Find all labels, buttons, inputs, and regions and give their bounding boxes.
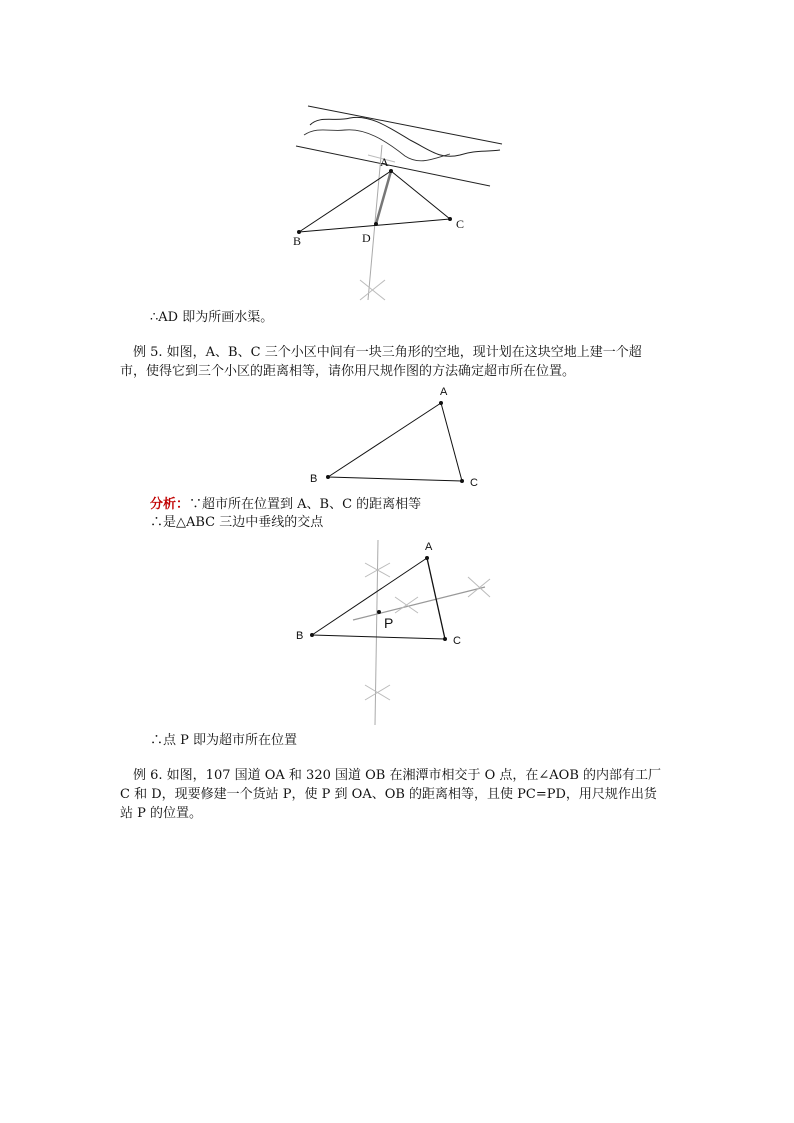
point-c xyxy=(443,637,447,641)
segment-ac xyxy=(391,171,450,219)
river-bank-lower xyxy=(296,146,490,186)
point-d xyxy=(374,222,378,226)
perpendicular-bisector-figure xyxy=(290,535,510,730)
example6-line3: 站 P 的位置。 xyxy=(120,806,203,821)
point-c xyxy=(460,479,464,483)
example5-line2: 市，使得它到三个小区的距离相等，请你用尺规作图的方法确定超市所在位置。 xyxy=(120,364,576,379)
segment-ba xyxy=(328,403,441,477)
analysis-line2: ∴是△ABC 三边中垂线的交点 xyxy=(150,515,324,530)
example5-line1: 例 5. 如图，A、B、C 三个小区中间有一块三角形的空地，现计划在这块空地上建一个超 xyxy=(133,345,642,360)
label-c: C xyxy=(456,217,465,231)
analysis-line xyxy=(150,495,421,515)
conclusion-1: ∴AD 即为所画水渠。 xyxy=(150,310,274,325)
label-p: P xyxy=(384,615,394,631)
river-wave xyxy=(310,117,500,156)
bisector-bc xyxy=(375,540,378,725)
point-p xyxy=(377,610,381,614)
point-c xyxy=(448,217,452,221)
label-a: A xyxy=(440,386,448,398)
bisector-ac xyxy=(353,587,485,620)
label-b: B xyxy=(293,234,302,248)
river-wave-2 xyxy=(304,130,450,161)
segment-bc xyxy=(312,635,445,639)
segment-ac xyxy=(427,558,445,639)
label-a: A xyxy=(425,541,433,553)
label-c: C xyxy=(453,635,461,647)
label-b: B xyxy=(296,630,304,642)
point-a xyxy=(425,556,429,560)
river-triangle-figure xyxy=(290,100,510,310)
segment-ac xyxy=(441,403,462,481)
segment-bc xyxy=(328,477,462,481)
point-b xyxy=(326,475,330,479)
segment-ba xyxy=(312,558,427,635)
example6-line2: C 和 D，现要修建一个货站 P，使 P 到 OA、OB 的距离相等，且使 PC=PD，用尺规作出货 xyxy=(120,787,657,802)
label-b: B xyxy=(310,473,318,485)
triangle-abc-figure xyxy=(300,382,500,492)
point-a xyxy=(389,169,393,173)
label-c: C xyxy=(470,477,478,489)
label-a: A xyxy=(380,155,389,169)
analysis-label: 分析： xyxy=(150,497,190,512)
river-bank-upper xyxy=(308,106,502,144)
example6-line1: 例 6. 如图，107 国道 OA 和 320 国道 OB 在湘潭市相交于 O 点，在∠AOB 的内部有工厂 xyxy=(133,768,662,783)
analysis-text: ∵超市所在位置到 A、B、C 的距离相等 xyxy=(189,497,422,512)
point-a xyxy=(439,401,443,405)
example5-conclusion: ∴点 P 即为超市所在位置 xyxy=(150,733,298,748)
label-d: D xyxy=(362,231,371,245)
point-b xyxy=(310,633,314,637)
